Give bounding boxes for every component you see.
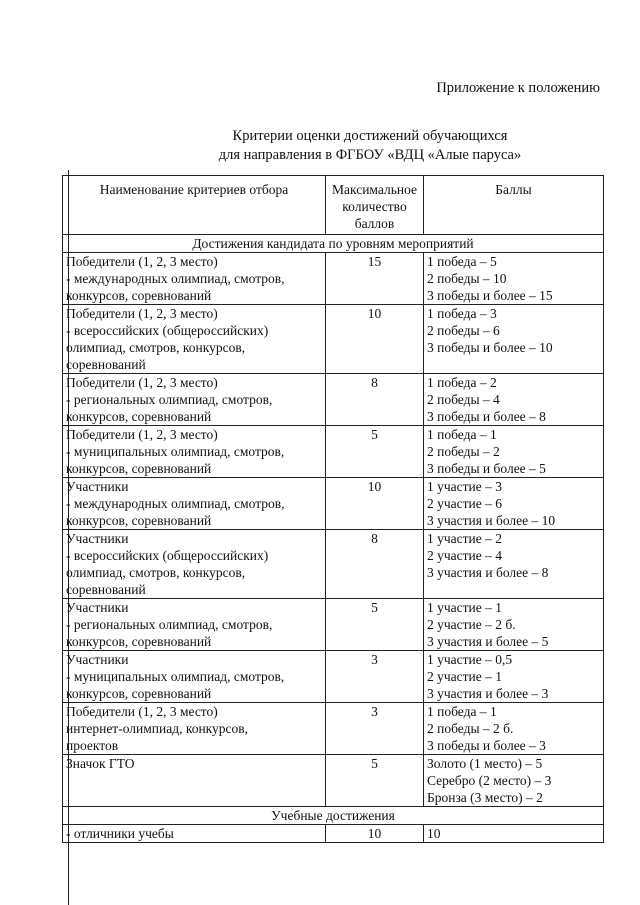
criterion-line: конкурсов, соревнований [66, 686, 212, 701]
max-points-cell: 10 [326, 478, 424, 530]
points-line: 1 участие – 2 [427, 531, 503, 546]
table-row [63, 478, 604, 530]
points-line: 2 победы – 2 б. [427, 721, 514, 736]
criterion-cell [63, 703, 326, 755]
points-line: 2 участие – 4 [427, 548, 503, 563]
points-line: 3 участия и более – 10 [427, 513, 556, 528]
points-line: 1 победа – 2 [427, 375, 497, 390]
section-2-body [63, 807, 604, 843]
criterion-line: Победители (1, 2, 3 место) [66, 704, 218, 719]
criterion-cell [63, 253, 326, 305]
title-line-2: для направления в ФГБОУ «ВДЦ «Алые паруса» [218, 147, 522, 163]
points-line: 2 участие – 1 [427, 669, 503, 684]
points-line: Бронза (3 место) – 2 [427, 790, 543, 805]
criterion-line: Участники [66, 531, 129, 546]
points-cell [424, 703, 604, 755]
points-line: 3 победы и более – 5 [427, 461, 546, 476]
criterion-line: - международных олимпиад, смотров, [66, 496, 285, 511]
section-heading-academic: Учебные достижения [63, 807, 604, 825]
table-row [63, 825, 604, 843]
criterion-line: Победители (1, 2, 3 место) [66, 427, 218, 442]
points-cell [424, 530, 604, 599]
title-line-1: Критерии оценки достижений обучающихся [232, 128, 508, 144]
table-row [63, 651, 604, 703]
points-line: 3 победы и более – 15 [427, 288, 553, 303]
criterion-line: - отличники учебы [66, 826, 174, 841]
appendix-label: Приложение к положению [436, 80, 600, 96]
column-header-max-points: Максимальное количество баллов [326, 176, 424, 235]
points-line: 2 победы – 4 [427, 392, 500, 407]
criterion-line: конкурсов, соревнований [66, 634, 212, 649]
table-row [63, 305, 604, 374]
points-cell [424, 478, 604, 530]
table-row [63, 530, 604, 599]
criterion-line: конкурсов, соревнований [66, 288, 212, 303]
points-cell [424, 305, 604, 374]
points-line: 3 победы и более – 3 [427, 738, 546, 753]
points-line: 1 участие – 3 [427, 479, 503, 494]
criterion-line: Значок ГТО [66, 756, 135, 771]
table-row [63, 703, 604, 755]
points-line: 1 участие – 1 [427, 600, 503, 615]
criterion-line: соревнований [66, 582, 146, 597]
criterion-line: конкурсов, соревнований [66, 461, 212, 476]
criterion-line: конкурсов, соревнований [66, 513, 212, 528]
document-title [140, 127, 600, 165]
criterion-line: - муниципальных олимпиад, смотров, [66, 669, 285, 684]
criterion-line: - всероссийских (общероссийских) [66, 323, 269, 338]
points-line: 2 победы – 6 [427, 323, 500, 338]
points-line: 1 победа – 1 [427, 704, 497, 719]
criterion-line: - региональных олимпиад, смотров, [66, 392, 273, 407]
section-heading-row [63, 807, 604, 825]
criterion-line: - международных олимпиад, смотров, [66, 271, 285, 286]
criteria-table [62, 175, 604, 843]
criterion-cell [63, 478, 326, 530]
criterion-line: - муниципальных олимпиад, смотров, [66, 444, 285, 459]
max-points-cell: 5 [326, 426, 424, 478]
points-line: 2 участие – 2 б. [427, 617, 516, 632]
criterion-line: олимпиад, смотров, конкурсов, [66, 565, 246, 580]
criterion-cell [63, 305, 326, 374]
max-points-cell: 5 [326, 599, 424, 651]
points-line: 3 участия и более – 3 [427, 686, 549, 701]
table-row [63, 374, 604, 426]
criterion-cell [63, 530, 326, 599]
criterion-line: соревнований [66, 357, 146, 372]
points-cell [424, 651, 604, 703]
max-points-cell: 3 [326, 651, 424, 703]
max-points-cell: 15 [326, 253, 424, 305]
criterion-line: олимпиад, смотров, конкурсов, [66, 340, 246, 355]
points-cell [424, 426, 604, 478]
criterion-line: конкурсов, соревнований [66, 409, 212, 424]
points-cell [424, 825, 604, 843]
criterion-cell [63, 599, 326, 651]
points-line: 3 победы и более – 8 [427, 409, 546, 424]
criterion-cell [63, 825, 326, 843]
criterion-line: Участники [66, 652, 129, 667]
criterion-line: Победители (1, 2, 3 место) [66, 375, 218, 390]
table-row [63, 755, 604, 807]
points-line: 2 победы – 10 [427, 271, 507, 286]
criterion-line: - региональных олимпиад, смотров, [66, 617, 273, 632]
column-header-points: Баллы [424, 176, 604, 235]
points-line: 3 победы и более – 10 [427, 340, 553, 355]
points-line: 1 участие – 0,5 [427, 652, 513, 667]
column-header-criteria: Наименование критериев отбора [63, 176, 326, 235]
points-cell [424, 253, 604, 305]
table-row [63, 426, 604, 478]
points-cell [424, 599, 604, 651]
criterion-cell [63, 755, 326, 807]
points-line: Серебро (2 место) – 3 [427, 773, 552, 788]
max-points-cell: 10 [326, 825, 424, 843]
section-heading-events: Достижения кандидата по уровням мероприятий [63, 235, 604, 253]
points-line: Золото (1 место) – 5 [427, 756, 543, 771]
criterion-line: проектов [66, 738, 119, 753]
criterion-cell [63, 374, 326, 426]
points-line: 3 участия и более – 5 [427, 634, 549, 649]
criterion-line: Участники [66, 600, 129, 615]
criterion-line: Участники [66, 479, 129, 494]
section-1-body [63, 235, 604, 807]
points-line: 2 участие – 6 [427, 496, 503, 511]
points-cell [424, 755, 604, 807]
points-line: 10 [427, 826, 441, 841]
max-points-cell: 10 [326, 305, 424, 374]
criterion-line: Победители (1, 2, 3 место) [66, 306, 218, 321]
criterion-cell [63, 651, 326, 703]
table-row [63, 599, 604, 651]
points-line: 2 победы – 2 [427, 444, 500, 459]
max-points-cell: 3 [326, 703, 424, 755]
max-points-cell: 8 [326, 530, 424, 599]
table-row [63, 253, 604, 305]
points-line: 1 победа – 1 [427, 427, 497, 442]
criterion-cell [63, 426, 326, 478]
criterion-line: Победители (1, 2, 3 место) [66, 254, 218, 269]
points-line: 3 участия и более – 8 [427, 565, 549, 580]
section-heading-row [63, 235, 604, 253]
criterion-line: интернет-олимпиад, конкурсов, [66, 721, 249, 736]
table-header-row [63, 176, 604, 235]
criterion-line: - всероссийских (общероссийских) [66, 548, 269, 563]
points-cell [424, 374, 604, 426]
max-points-cell: 5 [326, 755, 424, 807]
points-line: 1 победа – 5 [427, 254, 497, 269]
max-points-cell: 8 [326, 374, 424, 426]
points-line: 1 победа – 3 [427, 306, 497, 321]
